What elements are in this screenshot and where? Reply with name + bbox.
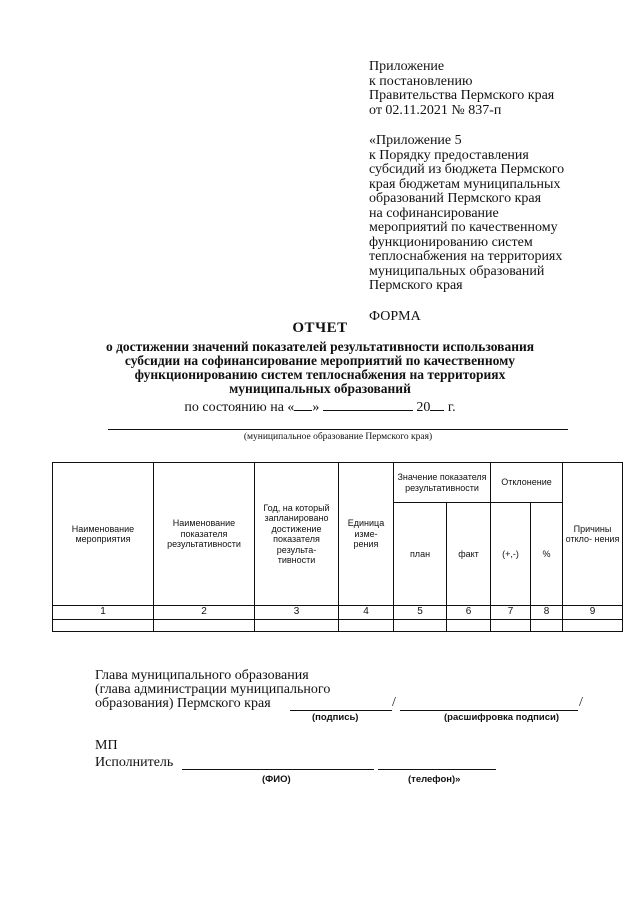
report-title: ОТЧЕТ [292, 320, 348, 336]
header-indicator-name: Наименование показателя результативности [154, 463, 255, 606]
report-subtitle [0, 340, 640, 396]
table-cell [447, 620, 491, 632]
sub-appendix-line: теплоснабжения на территориях [369, 249, 563, 264]
header-plan: план [394, 503, 447, 606]
signature-caption: (подпись) [312, 712, 359, 723]
appendix-line: Правительства Пермского края [369, 88, 555, 103]
column-number: 3 [255, 606, 339, 620]
as-of-date-line [0, 397, 640, 416]
header-event-name: Наименование мероприятия [53, 463, 154, 606]
fio-line [182, 769, 374, 770]
appendix-block [369, 60, 629, 324]
column-number: 6 [447, 606, 491, 620]
column-number: 7 [491, 606, 531, 620]
header-fact: факт [447, 503, 491, 606]
column-number: 8 [531, 606, 563, 620]
report-table [52, 462, 623, 632]
head-line: (глава администрации муниципального [95, 682, 331, 697]
header-deviation-group: Отклонение [491, 463, 563, 503]
header-deviation-pct: % [531, 503, 563, 606]
head-line: образования) Пермского края [95, 696, 271, 711]
table-row [53, 606, 623, 620]
column-number: 4 [339, 606, 394, 620]
as-of-suffix: г. [447, 400, 456, 415]
phone-caption: (телефон)» [408, 774, 461, 785]
subtitle-line: субсидии на софинансирование мероприятий по качественному [124, 353, 516, 368]
appendix-line: от 02.11.2021 № 837-п [369, 102, 502, 118]
column-number: 5 [394, 606, 447, 620]
signature-line [290, 710, 392, 711]
stamp-place-label: МП [95, 738, 118, 753]
form-label: ФОРМА [369, 308, 421, 324]
sub-appendix-line: на софинансирование [369, 205, 499, 221]
table-cell [154, 620, 255, 632]
sub-appendix-line: функционированию систем [369, 234, 533, 250]
sub-appendix-line: «Приложение 5 [369, 133, 462, 148]
head-signature-label [95, 669, 330, 711]
phone-line [378, 769, 496, 770]
subtitle-line: о достижении значений показателей результативности использования [105, 339, 535, 354]
table-cell [339, 620, 394, 632]
table-cell [491, 620, 531, 632]
header-unit: Единица изме- рения [339, 463, 394, 606]
month-blank [323, 397, 413, 411]
executor-label: Исполнитель [95, 755, 174, 770]
table-row [53, 620, 623, 632]
column-number: 9 [563, 606, 623, 620]
table-cell [53, 620, 154, 632]
year-blank [430, 397, 444, 411]
subtitle-line: муниципальных образований [229, 381, 411, 396]
spacer [369, 118, 629, 134]
sub-appendix-line: муниципальных образований [369, 263, 545, 279]
municipality-line [108, 429, 568, 430]
sub-appendix-line: мероприятий по качественному [369, 220, 558, 235]
sub-appendix-line: края бюджетам муниципальных [369, 176, 561, 192]
fio-caption: (ФИО) [262, 774, 291, 785]
as-of-year: 20 [416, 400, 431, 415]
head-line: Глава муниципального образования [95, 668, 309, 683]
sub-appendix-line: образований Пермского края [369, 191, 542, 206]
column-number: 1 [53, 606, 154, 620]
table-cell [563, 620, 623, 632]
table-cell [394, 620, 447, 632]
appendix-line: к постановлению [369, 73, 473, 89]
as-of-prefix: по состоянию на « [184, 400, 295, 415]
day-blank [294, 397, 312, 411]
subtitle-line: функционированию систем теплоснабжения на территориях [134, 367, 506, 382]
slash-separator: / [579, 695, 583, 710]
header-deviation-abs: (+,-) [491, 503, 531, 606]
sub-appendix-line: субсидий из бюджета Пермского [369, 162, 565, 177]
decode-line [400, 710, 578, 711]
table-cell [531, 620, 563, 632]
decode-caption: (расшифровка подписи) [444, 712, 560, 723]
sub-appendix-line: к Порядку предоставления [369, 147, 529, 163]
municipality-caption: (муниципальное образование Пермского края) [243, 432, 433, 442]
spacer [369, 294, 629, 310]
sub-appendix-line: Пермского края [369, 278, 463, 293]
column-number: 2 [154, 606, 255, 620]
appendix-line: Приложение [369, 59, 445, 74]
slash-separator: / [392, 695, 396, 710]
header-value-group: Значение показателя результативности [394, 463, 491, 503]
as-of-quote-close: » [312, 400, 320, 415]
table-cell [255, 620, 339, 632]
header-reasons: Причины откло- нения [563, 463, 623, 606]
header-target-year: Год, на который запланировано достижение показателя результа- тивности [255, 463, 339, 606]
